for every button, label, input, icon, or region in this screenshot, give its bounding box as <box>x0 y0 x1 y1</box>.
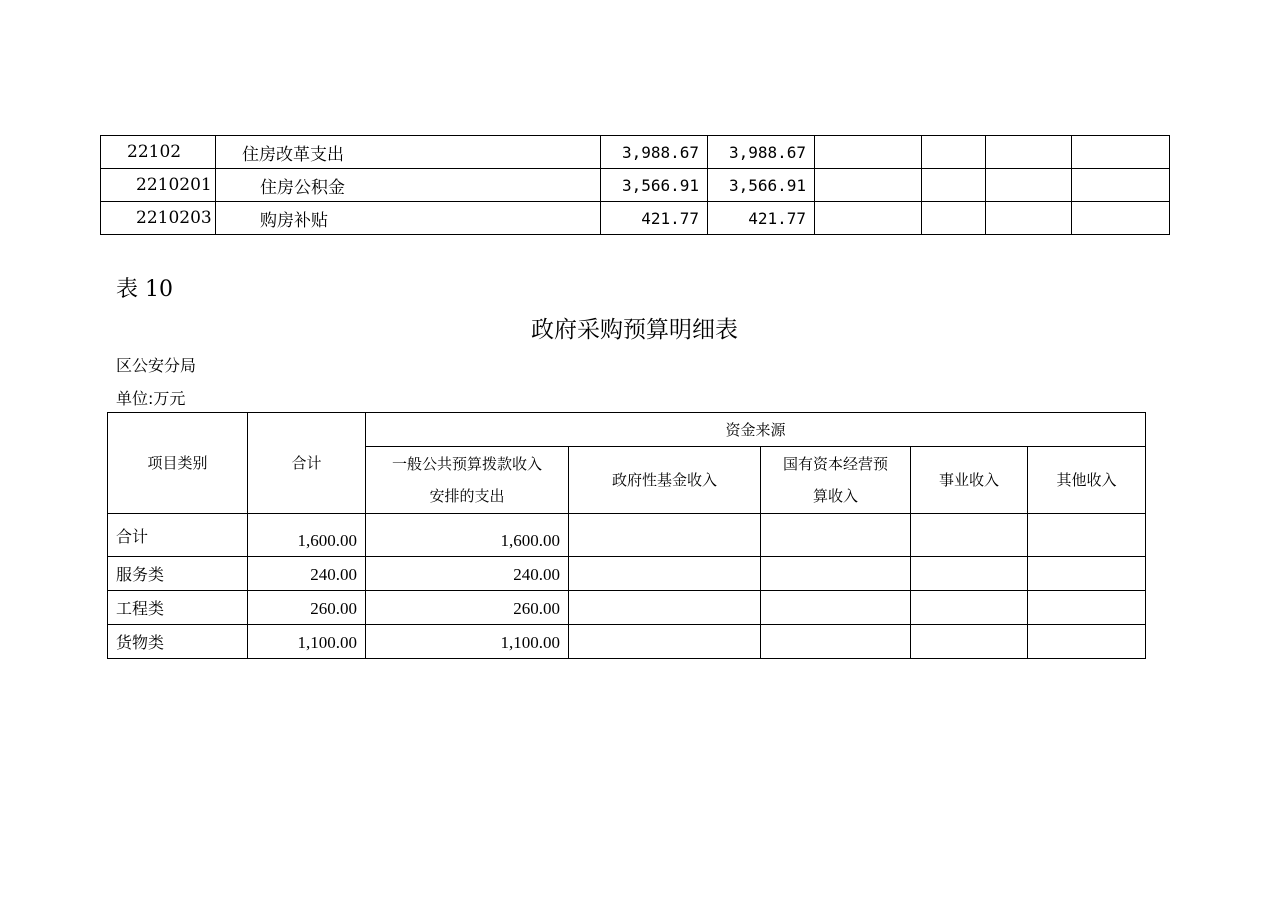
row-value: 421.77 <box>708 202 815 235</box>
table-row <box>101 169 1170 202</box>
empty-cell <box>1028 625 1146 659</box>
empty-cell <box>986 169 1072 202</box>
header-category: 项目类别 <box>108 413 248 514</box>
header-funding-source: 资金来源 <box>366 413 1146 447</box>
row-value: 3,566.91 <box>708 169 815 202</box>
header-other-income: 其他收入 <box>1028 447 1146 514</box>
procurement-budget-table <box>107 412 1146 659</box>
header-general-budget-line2: 安排的支出 <box>429 487 505 505</box>
header-gov-fund: 政府性基金收入 <box>569 447 761 514</box>
table-row <box>101 136 1170 169</box>
header-state-capital <box>761 447 911 514</box>
row-category: 合计 <box>108 514 248 557</box>
empty-cell <box>911 591 1028 625</box>
row-total: 240.00 <box>248 557 366 591</box>
empty-cell <box>569 591 761 625</box>
table-row <box>108 514 1146 557</box>
empty-cell <box>1072 169 1170 202</box>
empty-cell <box>761 591 911 625</box>
header-state-capital-line2: 算收入 <box>812 487 858 505</box>
empty-cell <box>911 557 1028 591</box>
empty-cell <box>1072 136 1170 169</box>
table-row <box>108 625 1146 659</box>
unit-label: 单位:万元 <box>116 389 186 408</box>
empty-cell <box>1028 514 1146 557</box>
row-total: 260.00 <box>248 591 366 625</box>
row-name: 住房公积金 <box>216 169 601 202</box>
row-code: 2210203 <box>101 202 216 235</box>
row-category: 工程类 <box>108 591 248 625</box>
row-general-budget: 1,600.00 <box>366 514 569 557</box>
empty-cell <box>922 169 986 202</box>
row-general-budget: 240.00 <box>366 557 569 591</box>
empty-cell <box>815 202 922 235</box>
empty-cell <box>761 557 911 591</box>
empty-cell <box>911 514 1028 557</box>
empty-cell <box>986 136 1072 169</box>
table-row <box>101 202 1170 235</box>
empty-cell <box>761 625 911 659</box>
empty-cell <box>911 625 1028 659</box>
empty-cell <box>1028 557 1146 591</box>
header-business-income: 事业收入 <box>911 447 1028 514</box>
row-total: 3,566.91 <box>601 169 708 202</box>
row-general-budget: 260.00 <box>366 591 569 625</box>
empty-cell <box>986 202 1072 235</box>
header-total: 合计 <box>248 413 366 514</box>
empty-cell <box>761 514 911 557</box>
row-category: 货物类 <box>108 625 248 659</box>
row-total: 421.77 <box>601 202 708 235</box>
table-number: 表 10 <box>116 277 173 302</box>
empty-cell <box>569 625 761 659</box>
row-value: 3,988.67 <box>708 136 815 169</box>
page-title: 政府采购预算明细表 <box>531 317 738 343</box>
row-category: 服务类 <box>108 557 248 591</box>
table-row <box>108 557 1146 591</box>
header-row <box>108 413 1146 447</box>
row-code: 2210201 <box>101 169 216 202</box>
row-name: 购房补贴 <box>216 202 601 235</box>
empty-cell <box>815 169 922 202</box>
empty-cell <box>815 136 922 169</box>
empty-cell <box>569 514 761 557</box>
empty-cell <box>1072 202 1170 235</box>
row-code: 22102 <box>101 136 216 169</box>
empty-cell <box>1028 591 1146 625</box>
row-total: 1,100.00 <box>248 625 366 659</box>
row-total: 1,600.00 <box>248 514 366 557</box>
empty-cell <box>922 136 986 169</box>
empty-cell <box>922 202 986 235</box>
header-general-budget-line1: 一般公共预算拨款收入 <box>391 455 542 473</box>
unit-name: 区公安分局 <box>116 356 197 375</box>
table-row <box>108 591 1146 625</box>
row-name: 住房改革支出 <box>216 136 601 169</box>
row-total: 3,988.67 <box>601 136 708 169</box>
empty-cell <box>569 557 761 591</box>
header-state-capital-line1: 国有资本经营预 <box>782 455 888 473</box>
expenditure-table-continuation <box>100 135 1170 235</box>
row-general-budget: 1,100.00 <box>366 625 569 659</box>
header-general-budget <box>366 447 569 514</box>
